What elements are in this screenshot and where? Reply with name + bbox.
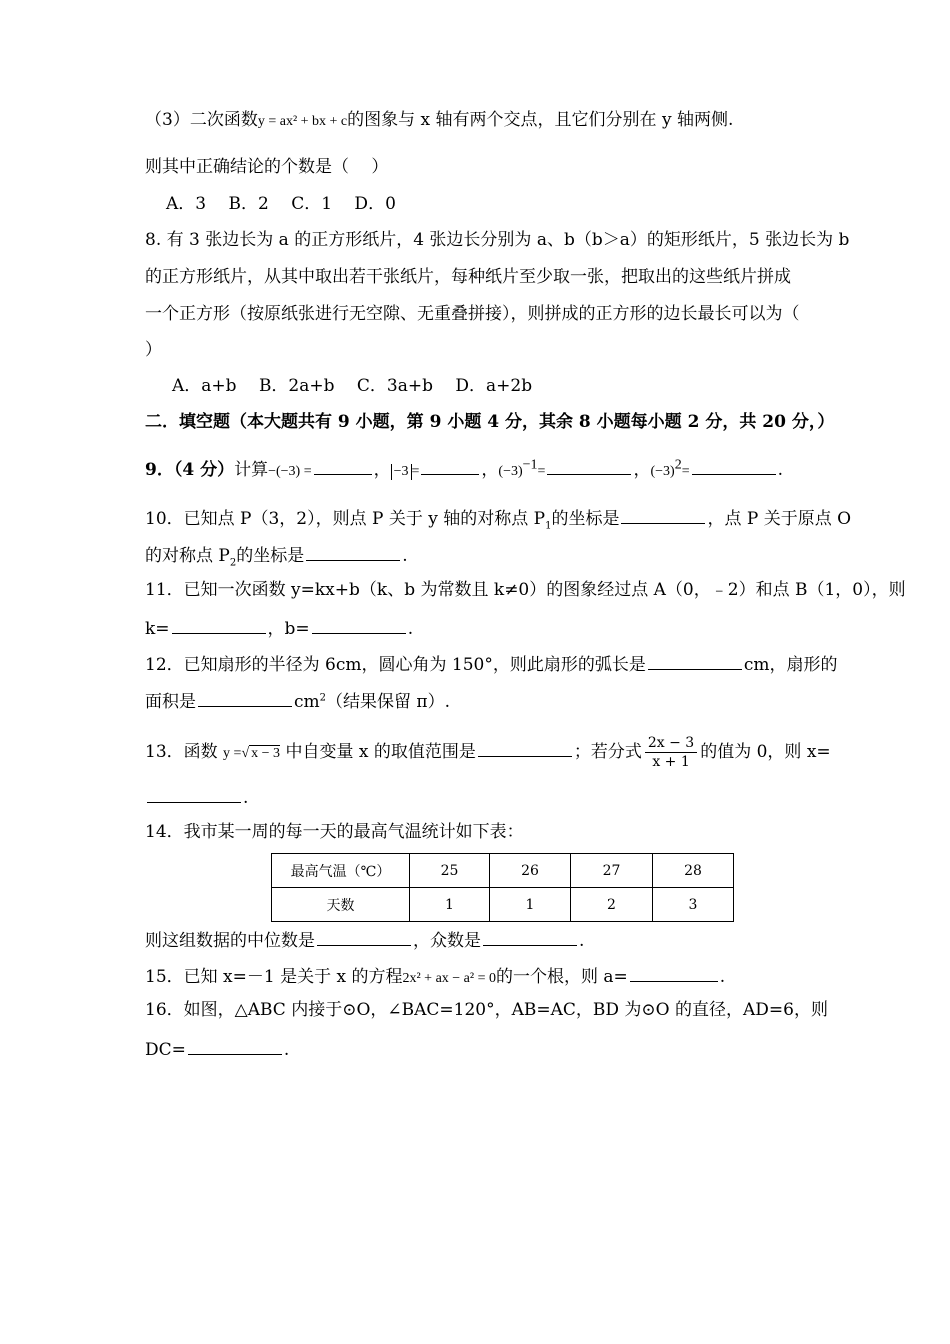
q11-blank-b[interactable] — [312, 615, 406, 634]
q8-line1: 8. 有 3 张边长为 a 的正方形纸片，4 张边长分别为 a、b（b＞a）的矩形纸片，5 张边长为 b — [145, 230, 850, 250]
q16-line1: 16．如图，△ABC 内接于⊙O，∠BAC=120°，AB=AC，BD 为⊙O 的直径，AD=6，则 — [145, 1000, 828, 1020]
q12-line1: 12．已知扇形的半径为 6cm，圆心角为 150°，则此扇形的弧长是 cm，扇形的 — [145, 651, 838, 677]
q10-line2: 的对称点 $P_2$的坐标是 . — [145, 542, 408, 568]
q8-options: A．a+b B．2a+b C．3a+b D．a+2b — [172, 376, 533, 396]
q14-blank-mode[interactable] — [483, 927, 577, 946]
section-2-title: 二．填空题（本大题共有 9 小题，第 9 小题 4 分，其余 8 小题每小题 2 分，共 20 分，） — [145, 412, 835, 432]
q7-formula: y = ax² + bx + c — [257, 114, 348, 129]
q8-line2: 的正方形纸片，从其中取出若干张纸片，每种纸片至少取一张，把取出的这些纸片拼成 — [145, 267, 791, 287]
q9-line: 9．（4 分）计算−(−3) = ， −3 = ，$(-3)^{-1}=$ ，$(-3)^2=$ . — [145, 457, 783, 480]
q7-options: A．3 B．2 C．1 D．0 — [166, 194, 396, 214]
q13-fraction: $\frac{2x - 3}{x + 1}$ — [645, 734, 697, 771]
q13-line2: . — [145, 784, 248, 810]
q14-answer-line: 则这组数据的中位数是 ，众数是 . — [145, 927, 584, 953]
q8-line3: 一个正方形（按原纸张进行无空隙、无重叠拼接），则拼成的正方形的边长最长可以为（ — [145, 304, 800, 324]
q10-blank-1[interactable] — [621, 505, 705, 524]
q11-line2: k= ，b= . — [145, 615, 413, 641]
q11-line1: 11．已知一次函数 y=kx+b（k、b 为常数且 k≠0）的图象经过点 A（0，﹣2）和点 B（1，0），则 — [145, 580, 906, 600]
q16-blank[interactable] — [188, 1036, 282, 1055]
q16-line2: DC= . — [145, 1036, 289, 1062]
q9-blank-2[interactable] — [421, 456, 479, 475]
q12-blank-1[interactable] — [648, 651, 742, 670]
q14-blank-median[interactable] — [317, 927, 411, 946]
q14-temperature-table — [271, 853, 734, 922]
q13-line1: 13．函数 y =√ x − 3 中自变量 x 的取值范围是 ；若分式 $\frac{2x - 3}{x + 1}$ 的值为 0，则 x= — [145, 735, 831, 770]
q9-blank-4[interactable] — [692, 456, 776, 475]
q9-blank-3[interactable] — [547, 456, 631, 475]
q11-blank-k[interactable] — [172, 615, 266, 634]
table-row: 天数 1 1 2 3 — [272, 888, 734, 922]
q15-line: 15．已知 x=－1 是关于 x 的方程2x² + ax − a² = 0的一个根，则 a= . — [145, 963, 725, 991]
q13-blank-1[interactable] — [478, 738, 572, 757]
q15-blank[interactable] — [630, 963, 718, 982]
q12-line2: 面积是 $cm^2$（结果保留 π）. — [145, 688, 450, 714]
table-row: 最高气温（℃） 25 26 27 28 — [272, 854, 734, 888]
q10-blank-2[interactable] — [306, 542, 400, 561]
q9-blank-1[interactable] — [314, 456, 372, 475]
q10-line1: 10．已知点 P（3，2），则点 P 关于 y 轴的对称点 $P_1$的坐标是 ，点 P 关于原点 O — [145, 505, 851, 531]
q7-item3: （3）二次函数y = ax² + bx + c的图象与 x 轴有两个交点，且它们分别在 y 轴两侧. — [145, 110, 734, 130]
q14-intro: 14．我市某一周的每一天的最高气温统计如下表： — [145, 822, 524, 842]
q13-blank-2[interactable] — [147, 784, 241, 803]
q12-blank-2[interactable] — [198, 688, 292, 707]
q7-question: 则其中正确结论的个数是（ ） — [145, 157, 389, 177]
q8-line4: ） — [145, 340, 162, 360]
